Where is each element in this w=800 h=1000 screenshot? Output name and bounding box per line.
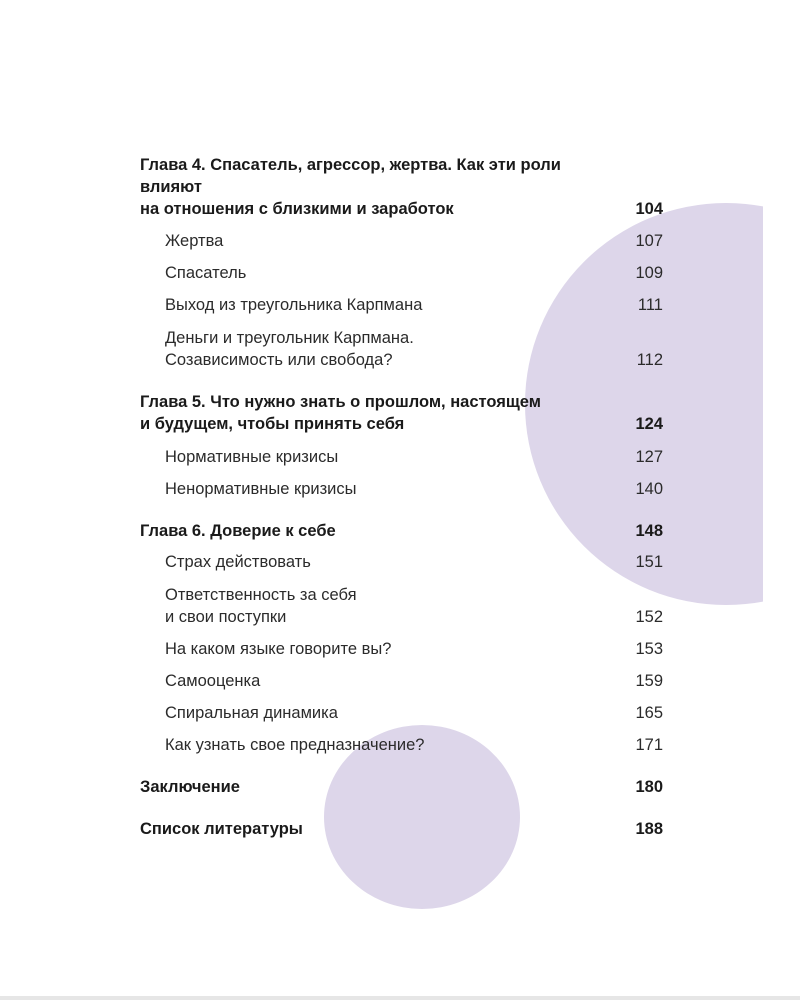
toc-entry-title: На каком языке говорите вы? xyxy=(165,640,392,658)
toc-entry-title: Нормативные кризисы xyxy=(165,448,339,466)
toc-entry-title: Заключение xyxy=(140,778,240,796)
toc-section[interactable] xyxy=(140,294,663,316)
toc-entry-title: Ответственность за себя и свои поступки xyxy=(165,586,357,626)
toc-entry-title: Как узнать свое предназначение? xyxy=(165,736,425,754)
page-edge xyxy=(763,0,800,1000)
toc-section[interactable] xyxy=(140,551,663,573)
toc-entry-page: 159 xyxy=(635,672,663,690)
toc-entry-title: Деньги и треугольник Карпмана. Созависимость или свобода? xyxy=(165,329,414,369)
toc-entry-title: Страх действовать xyxy=(165,553,311,571)
toc-conclusion[interactable] xyxy=(140,776,663,798)
toc-section[interactable] xyxy=(140,702,663,724)
toc-entry-page: 124 xyxy=(635,415,663,433)
toc-entry-page: 111 xyxy=(637,296,663,314)
toc-entry-title: Спиральная динамика xyxy=(165,704,338,722)
toc-entry-page: 104 xyxy=(635,200,663,218)
toc-section[interactable] xyxy=(140,230,663,252)
toc-entry-page: 180 xyxy=(635,778,663,796)
toc-section[interactable] xyxy=(140,446,663,468)
page-bottom-edge xyxy=(0,996,800,1000)
toc-entry-page: 140 xyxy=(635,480,663,498)
toc-section[interactable] xyxy=(140,670,663,692)
toc-entry-title: Глава 4. Спасатель, агрессор, жертва. Как эти роли влияют на отношения с близкими и заработок xyxy=(140,156,561,218)
toc-entry-title: Глава 6. Доверие к себе xyxy=(140,522,336,540)
toc-bibliography[interactable] xyxy=(140,818,663,840)
toc-chapter-5[interactable] xyxy=(140,391,663,435)
toc-entry-page: 188 xyxy=(635,820,663,838)
toc-entry-page: 171 xyxy=(635,736,663,754)
toc-chapter-6[interactable] xyxy=(140,520,663,542)
toc-entry-page: 109 xyxy=(635,264,663,282)
toc-section[interactable] xyxy=(140,327,663,371)
toc-entry-title: Жертва xyxy=(165,232,224,250)
toc-entry-page: 107 xyxy=(635,232,663,250)
toc-entry-page: 153 xyxy=(635,640,663,658)
toc-section[interactable] xyxy=(140,638,663,660)
toc-entry-title: Глава 5. Что нужно знать о прошлом, настоящем и будущем, чтобы принять себя xyxy=(140,393,541,433)
toc-section[interactable] xyxy=(140,262,663,284)
toc-entry-title: Список литературы xyxy=(140,820,303,838)
toc-entry-title: Ненормативные кризисы xyxy=(165,480,357,498)
toc-entry-page: 165 xyxy=(635,704,663,722)
toc-entry-page: 152 xyxy=(635,608,663,626)
toc-entry-page: 112 xyxy=(636,351,663,369)
toc-section[interactable] xyxy=(140,734,663,756)
toc-entry-page: 148 xyxy=(635,522,663,540)
toc-entry-page: 127 xyxy=(635,448,663,466)
toc-entry-title: Выход из треугольника Карпмана xyxy=(165,296,423,314)
toc-section[interactable] xyxy=(140,478,663,500)
toc-entry-title: Самооценка xyxy=(165,672,261,690)
toc-section[interactable] xyxy=(140,584,663,628)
toc-chapter-4[interactable] xyxy=(140,156,663,220)
table-of-contents xyxy=(140,0,663,1000)
toc-entry-title: Спасатель xyxy=(165,264,247,282)
toc-entry-page: 151 xyxy=(635,553,663,571)
